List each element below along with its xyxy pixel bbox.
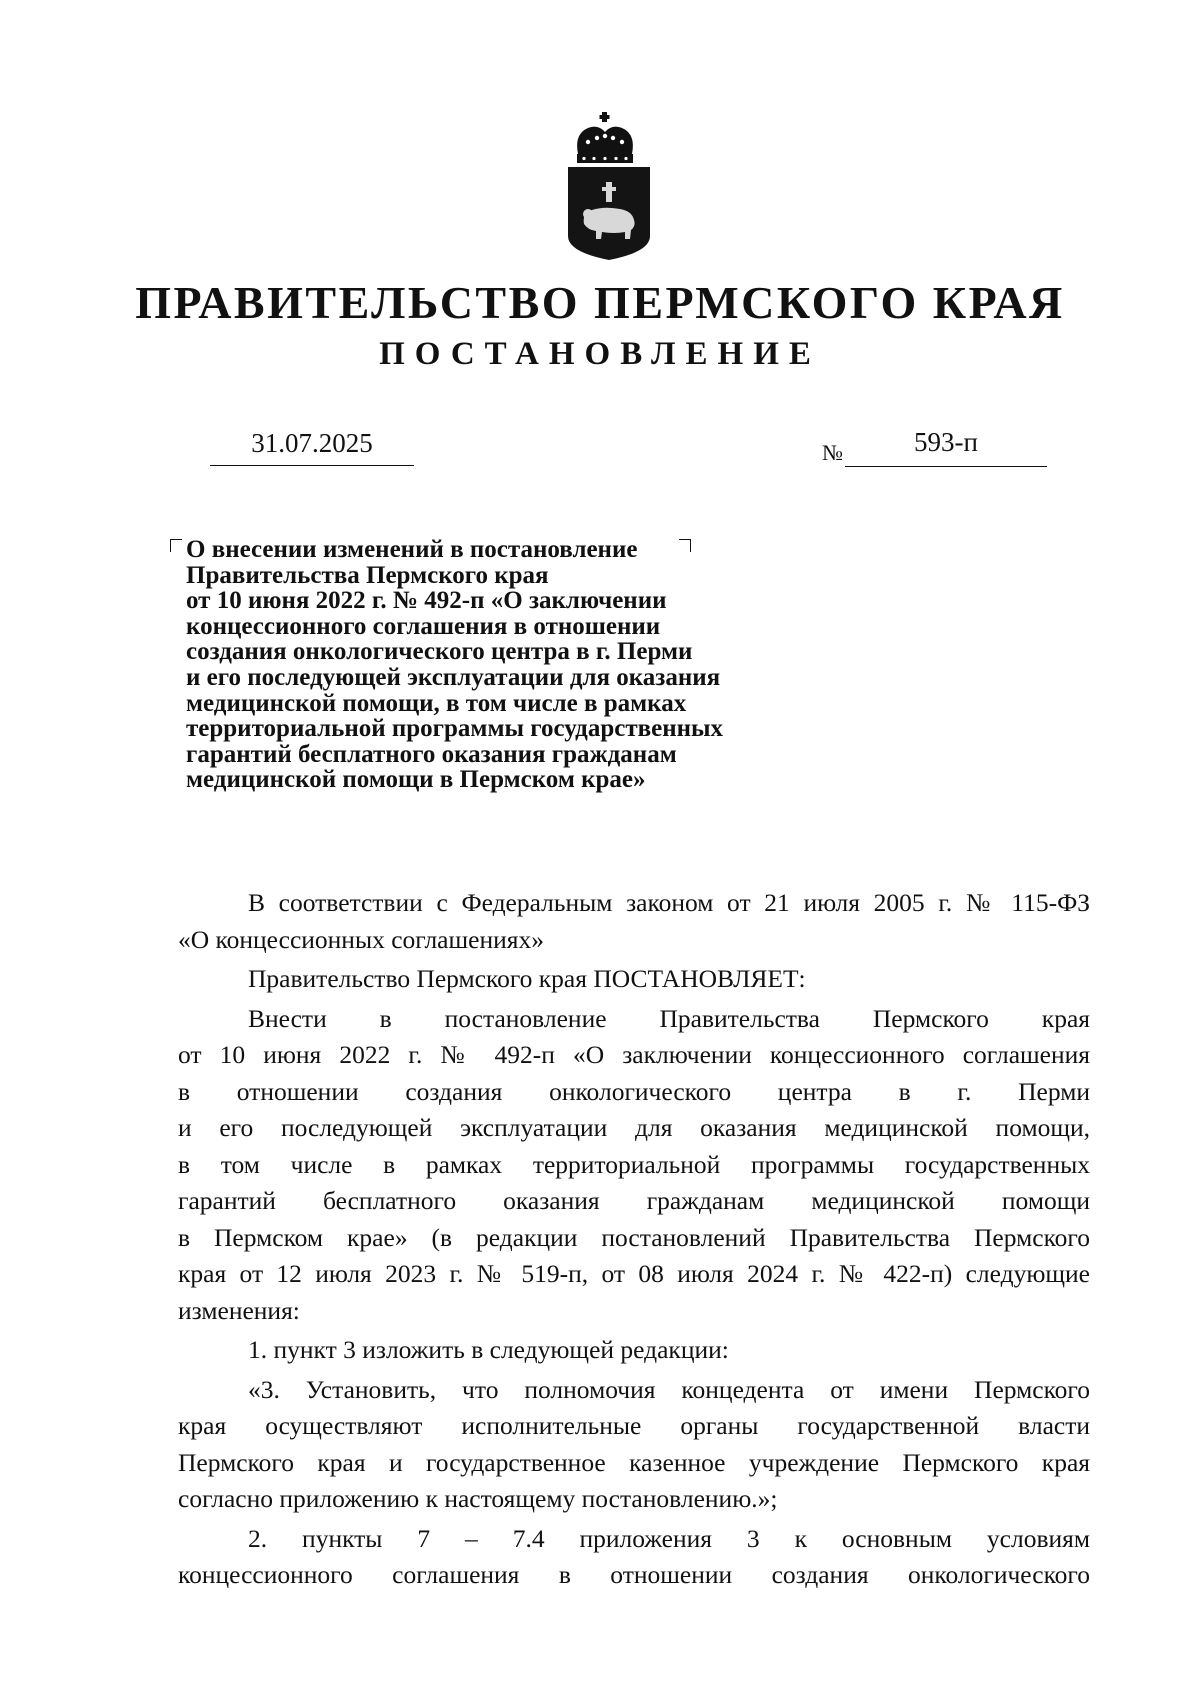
title-line: медицинской помощи в Пермском крае» [186,766,646,794]
body-line: В соответствии с Федеральным законом от 21 июля 2005 г. № 115-ФЗ [248,888,1090,917]
document-body [178,885,1090,1594]
body-line: Внести в постановление Правительства Пермского края [248,1003,1090,1033]
body-line: Правительство Пермского края ПОСТАНОВЛЯЕТ: [248,964,806,993]
document-number: 593-п [845,424,1047,467]
title-line: территориальной программы государственных [186,715,724,743]
document-title [186,537,826,793]
document-type: ПОСТАНОВЛЕНИЕ [379,336,821,372]
body-line: 2. пункты 7 – 7.4 приложения 3 к основным условиям [248,1523,1090,1553]
title-line: Правительства Пермского края [186,561,549,589]
body-line: в том числе в рамках территориальной программы государственных [178,1149,1090,1179]
title-line: медицинской помощи, в том числе в рамках [186,689,687,717]
body-line: гарантий бесплатного оказания гражданам медицинской помощи [178,1186,1090,1215]
body-line: и его последующей эксплуатации для оказания медицинской помощи, [178,1113,1090,1142]
title-line: О внесении изменений в постановление [186,536,638,563]
body-line: края осуществляют исполнительные органы государственной власти [178,1411,1090,1440]
body-line: Пермского края и государственное казенное учреждение Пермского края [178,1447,1090,1477]
title-line: и его последующей эксплуатации для оказания [186,663,721,691]
body-line: края от 12 июля 2023 г. № 519-п, от 08 июля 2024 г. № 422-п) следующие [178,1259,1090,1288]
number-sign: № [822,440,843,465]
title-line: от 10 июня 2022 г. № 492-п «О заключении [186,587,667,615]
perm-krai-coat-of-arms-icon [564,110,654,262]
body-line: согласно приложению к настоящему постановлению.»; [178,1484,778,1513]
body-line: от 10 июня 2022 г. № 492-п «О заключении концессионного соглашения [178,1040,1090,1069]
body-line: в Пермском крае» (в редакции постановлений Правительства Пермского [178,1222,1090,1252]
body-line: 1. пункт 3 изложить в следующей редакции: [248,1335,729,1364]
issuing-authority: ПРАВИТЕЛЬСТВО ПЕРМСКОГО КРАЯ [135,277,1065,328]
body-line: изменения: [178,1295,300,1325]
title-bracket-left [170,539,182,552]
document-date: 31.07.2025 [210,425,414,466]
title-line: создания онкологического центра в г. Перми [186,638,693,666]
body-line: в отношении создания онкологического центра в г. Перми [178,1076,1090,1106]
body-line: концессионного соглашения в отношении создания онкологического [178,1560,1090,1589]
title-line: концессионного соглашения в отношении [186,612,661,640]
body-line: «О концессионных соглашениях» [178,924,544,954]
title-line: гарантий бесплатного оказания гражданам [186,740,677,768]
body-line: «3. Установить, что полномочия концедента от имени Пермского [248,1374,1090,1404]
